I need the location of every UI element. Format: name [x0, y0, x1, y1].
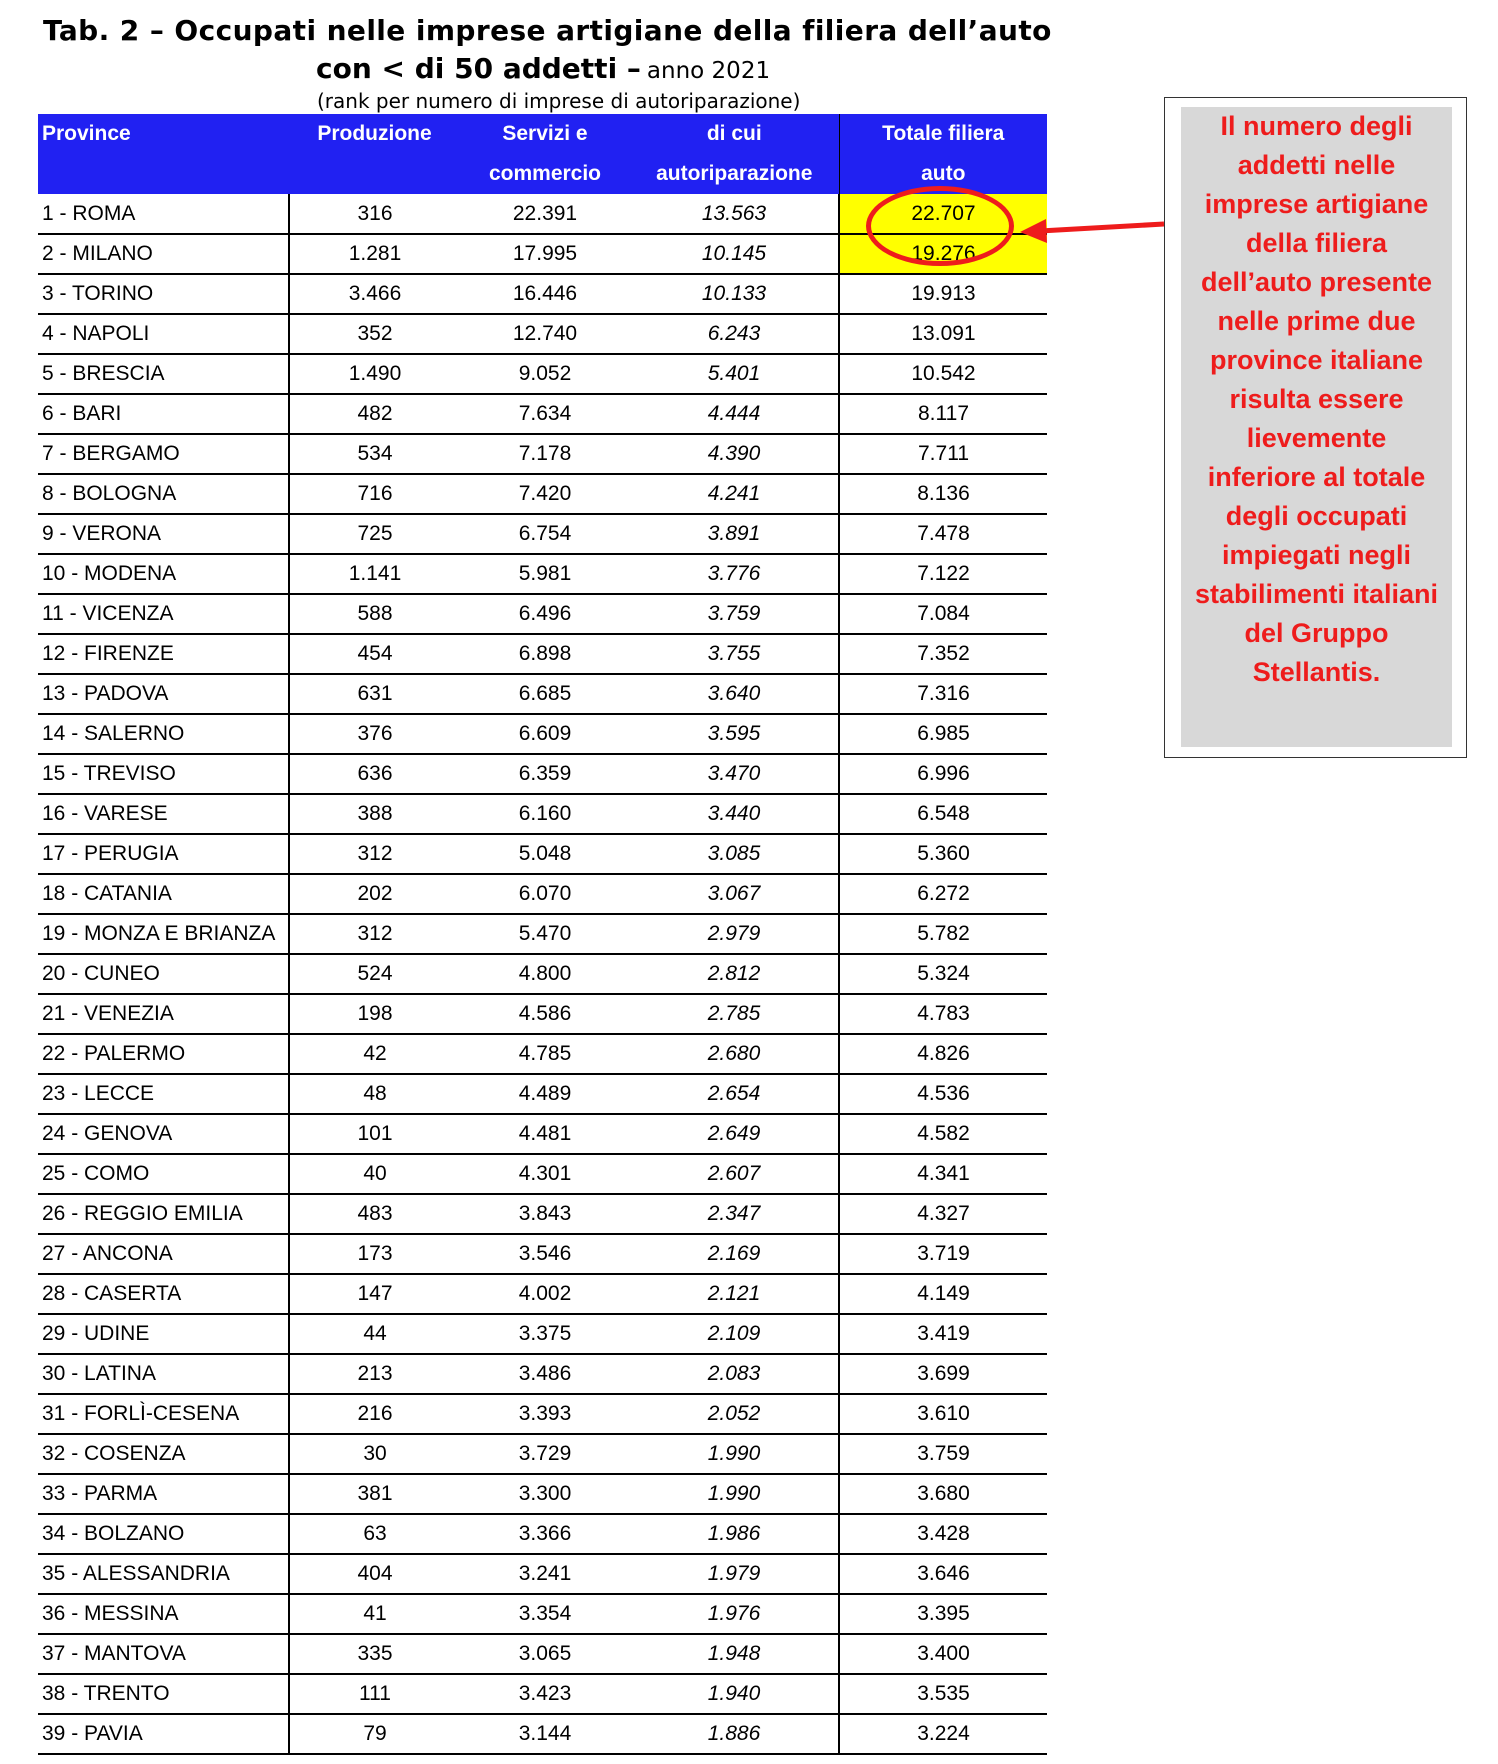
cell-autoriparazione: 13.563	[630, 194, 839, 234]
cell-province: 19 - MONZA E BRIANZA	[38, 914, 289, 954]
cell-province: 3 - TORINO	[38, 274, 289, 314]
cell-autoriparazione: 3.067	[630, 874, 839, 914]
cell-produzione: 352	[289, 314, 460, 354]
cell-totale: 19.276	[839, 234, 1047, 274]
cell-servizi: 5.981	[460, 554, 630, 594]
cell-totale: 7.711	[839, 434, 1047, 474]
cell-produzione: 40	[289, 1154, 460, 1194]
cell-province: 20 - CUNEO	[38, 954, 289, 994]
cell-province: 2 - MILANO	[38, 234, 289, 274]
cell-totale: 4.327	[839, 1194, 1047, 1234]
callout-background	[1181, 107, 1452, 747]
cell-produzione: 79	[289, 1714, 460, 1754]
cell-servizi: 6.609	[460, 714, 630, 754]
cell-servizi: 3.241	[460, 1554, 630, 1594]
cell-autoriparazione: 2.109	[630, 1314, 839, 1354]
cell-autoriparazione: 1.979	[630, 1554, 839, 1594]
cell-autoriparazione: 1.940	[630, 1674, 839, 1714]
cell-totale: 4.582	[839, 1114, 1047, 1154]
cell-servizi: 3.144	[460, 1714, 630, 1754]
cell-servizi: 3.486	[460, 1354, 630, 1394]
cell-totale: 8.136	[839, 474, 1047, 514]
cell-province: 14 - SALERNO	[38, 714, 289, 754]
cell-produzione: 483	[289, 1194, 460, 1234]
cell-province: 34 - BOLZANO	[38, 1514, 289, 1554]
cell-totale: 3.428	[839, 1514, 1047, 1554]
cell-totale: 7.084	[839, 594, 1047, 634]
cell-produzione: 388	[289, 794, 460, 834]
header-totale: Totale filiera auto	[839, 114, 1047, 194]
cell-produzione: 631	[289, 674, 460, 714]
cell-province: 27 - ANCONA	[38, 1234, 289, 1274]
cell-totale: 13.091	[839, 314, 1047, 354]
cell-autoriparazione: 2.169	[630, 1234, 839, 1274]
cell-totale: 3.646	[839, 1554, 1047, 1594]
cell-province: 13 - PADOVA	[38, 674, 289, 714]
cell-servizi: 3.423	[460, 1674, 630, 1714]
header-servizi: Servizi e commercio	[460, 114, 630, 194]
cell-servizi: 3.729	[460, 1434, 630, 1474]
cell-produzione: 41	[289, 1594, 460, 1634]
cell-totale: 7.352	[839, 634, 1047, 674]
cell-province: 37 - MANTOVA	[38, 1634, 289, 1674]
cell-province: 30 - LATINA	[38, 1354, 289, 1394]
cell-servizi: 22.391	[460, 194, 630, 234]
cell-servizi: 12.740	[460, 314, 630, 354]
cell-produzione: 30	[289, 1434, 460, 1474]
cell-autoriparazione: 1.990	[630, 1434, 839, 1474]
cell-province: 38 - TRENTO	[38, 1674, 289, 1714]
cell-servizi: 6.070	[460, 874, 630, 914]
cell-totale: 4.826	[839, 1034, 1047, 1074]
cell-province: 16 - VARESE	[38, 794, 289, 834]
cell-autoriparazione: 2.979	[630, 914, 839, 954]
cell-autoriparazione: 2.654	[630, 1074, 839, 1114]
cell-totale: 3.419	[839, 1314, 1047, 1354]
cell-totale: 4.783	[839, 994, 1047, 1034]
cell-produzione: 335	[289, 1634, 460, 1674]
cell-province: 23 - LECCE	[38, 1074, 289, 1114]
cell-totale: 3.395	[839, 1594, 1047, 1634]
cell-province: 26 - REGGIO EMILIA	[38, 1194, 289, 1234]
title-line2-text: con < di 50 addetti –	[316, 52, 641, 85]
cell-produzione: 725	[289, 514, 460, 554]
cell-servizi: 3.393	[460, 1394, 630, 1434]
cell-totale: 5.324	[839, 954, 1047, 994]
cell-servizi: 3.375	[460, 1314, 630, 1354]
cell-produzione: 482	[289, 394, 460, 434]
cell-servizi: 4.586	[460, 994, 630, 1034]
cell-servizi: 3.366	[460, 1514, 630, 1554]
cell-produzione: 48	[289, 1074, 460, 1114]
table-subtitle: (rank per numero di imprese di autoriparazione)	[317, 89, 801, 113]
cell-produzione: 3.466	[289, 274, 460, 314]
cell-totale: 7.122	[839, 554, 1047, 594]
cell-servizi: 7.634	[460, 394, 630, 434]
cell-produzione: 376	[289, 714, 460, 754]
cell-totale: 3.535	[839, 1674, 1047, 1714]
cell-totale: 6.548	[839, 794, 1047, 834]
cell-servizi: 3.843	[460, 1194, 630, 1234]
cell-produzione: 312	[289, 914, 460, 954]
cell-servizi: 4.481	[460, 1114, 630, 1154]
cell-servizi: 4.800	[460, 954, 630, 994]
cell-autoriparazione: 2.607	[630, 1154, 839, 1194]
cell-province: 7 - BERGAMO	[38, 434, 289, 474]
cell-autoriparazione: 2.083	[630, 1354, 839, 1394]
cell-totale: 10.542	[839, 354, 1047, 394]
cell-autoriparazione: 2.649	[630, 1114, 839, 1154]
cell-produzione: 1.281	[289, 234, 460, 274]
cell-autoriparazione: 2.785	[630, 994, 839, 1034]
cell-province: 36 - MESSINA	[38, 1594, 289, 1634]
cell-produzione: 316	[289, 194, 460, 234]
cell-produzione: 44	[289, 1314, 460, 1354]
cell-totale: 3.759	[839, 1434, 1047, 1474]
cell-servizi: 16.446	[460, 274, 630, 314]
cell-produzione: 1.141	[289, 554, 460, 594]
cell-autoriparazione: 3.595	[630, 714, 839, 754]
cell-province: 8 - BOLOGNA	[38, 474, 289, 514]
cell-totale: 6.996	[839, 754, 1047, 794]
cell-totale: 4.149	[839, 1274, 1047, 1314]
cell-servizi: 9.052	[460, 354, 630, 394]
cell-autoriparazione: 3.085	[630, 834, 839, 874]
cell-produzione: 588	[289, 594, 460, 634]
cell-totale: 3.610	[839, 1394, 1047, 1434]
cell-province: 39 - PAVIA	[38, 1714, 289, 1754]
cell-autoriparazione: 2.680	[630, 1034, 839, 1074]
cell-servizi: 5.470	[460, 914, 630, 954]
cell-province: 33 - PARMA	[38, 1474, 289, 1514]
cell-autoriparazione: 6.243	[630, 314, 839, 354]
cell-servizi: 7.178	[460, 434, 630, 474]
cell-province: 17 - PERUGIA	[38, 834, 289, 874]
callout-box	[1164, 97, 1467, 758]
cell-servizi: 6.359	[460, 754, 630, 794]
cell-autoriparazione: 4.390	[630, 434, 839, 474]
cell-province: 1 - ROMA	[38, 194, 289, 234]
cell-produzione: 101	[289, 1114, 460, 1154]
cell-autoriparazione: 3.776	[630, 554, 839, 594]
cell-totale: 3.224	[839, 1714, 1047, 1754]
cell-autoriparazione: 10.133	[630, 274, 839, 314]
cell-totale: 4.341	[839, 1154, 1047, 1194]
cell-servizi: 17.995	[460, 234, 630, 274]
cell-produzione: 381	[289, 1474, 460, 1514]
cell-servizi: 4.489	[460, 1074, 630, 1114]
cell-totale: 3.719	[839, 1234, 1047, 1274]
cell-autoriparazione: 2.347	[630, 1194, 839, 1234]
cell-servizi: 3.300	[460, 1474, 630, 1514]
cell-servizi: 6.685	[460, 674, 630, 714]
cell-totale: 6.272	[839, 874, 1047, 914]
cell-province: 5 - BRESCIA	[38, 354, 289, 394]
cell-produzione: 216	[289, 1394, 460, 1434]
cell-province: 12 - FIRENZE	[38, 634, 289, 674]
cell-province: 9 - VERONA	[38, 514, 289, 554]
cell-servizi: 4.301	[460, 1154, 630, 1194]
cell-totale: 3.400	[839, 1634, 1047, 1674]
cell-autoriparazione: 1.948	[630, 1634, 839, 1674]
cell-produzione: 202	[289, 874, 460, 914]
cell-autoriparazione: 4.444	[630, 394, 839, 434]
cell-province: 10 - MODENA	[38, 554, 289, 594]
cell-province: 18 - CATANIA	[38, 874, 289, 914]
cell-province: 21 - VENEZIA	[38, 994, 289, 1034]
cell-servizi: 3.354	[460, 1594, 630, 1634]
cell-autoriparazione: 3.640	[630, 674, 839, 714]
cell-province: 31 - FORLÌ-CESENA	[38, 1394, 289, 1434]
cell-totale: 5.782	[839, 914, 1047, 954]
cell-autoriparazione: 2.052	[630, 1394, 839, 1434]
cell-produzione: 716	[289, 474, 460, 514]
cell-produzione: 173	[289, 1234, 460, 1274]
cell-totale: 19.913	[839, 274, 1047, 314]
cell-autoriparazione: 3.440	[630, 794, 839, 834]
cell-autoriparazione: 10.145	[630, 234, 839, 274]
cell-totale: 3.699	[839, 1354, 1047, 1394]
cell-autoriparazione: 3.470	[630, 754, 839, 794]
cell-province: 32 - COSENZA	[38, 1434, 289, 1474]
cell-produzione: 312	[289, 834, 460, 874]
cell-autoriparazione: 1.986	[630, 1514, 839, 1554]
cell-autoriparazione: 1.976	[630, 1594, 839, 1634]
cell-totale: 4.536	[839, 1074, 1047, 1114]
cell-autoriparazione: 1.886	[630, 1714, 839, 1754]
cell-servizi: 4.785	[460, 1034, 630, 1074]
cell-province: 6 - BARI	[38, 394, 289, 434]
cell-totale: 6.985	[839, 714, 1047, 754]
cell-totale: 7.316	[839, 674, 1047, 714]
cell-autoriparazione: 4.241	[630, 474, 839, 514]
cell-totale: 5.360	[839, 834, 1047, 874]
cell-servizi: 7.420	[460, 474, 630, 514]
cell-produzione: 63	[289, 1514, 460, 1554]
cell-province: 11 - VICENZA	[38, 594, 289, 634]
cell-servizi: 3.546	[460, 1234, 630, 1274]
cell-autoriparazione: 3.759	[630, 594, 839, 634]
cell-province: 22 - PALERMO	[38, 1034, 289, 1074]
cell-province: 28 - CASERTA	[38, 1274, 289, 1314]
cell-servizi: 4.002	[460, 1274, 630, 1314]
cell-produzione: 147	[289, 1274, 460, 1314]
cell-produzione: 534	[289, 434, 460, 474]
cell-servizi: 5.048	[460, 834, 630, 874]
title-year: anno 2021	[646, 58, 771, 84]
cell-totale: 7.478	[839, 514, 1047, 554]
cell-autoriparazione: 2.121	[630, 1274, 839, 1314]
cell-autoriparazione: 5.401	[630, 354, 839, 394]
header-province: Province	[38, 114, 289, 194]
cell-autoriparazione: 3.891	[630, 514, 839, 554]
header-di-cui: di cui autoriparazione	[630, 114, 839, 194]
cell-province: 35 - ALESSANDRIA	[38, 1554, 289, 1594]
cell-province: 4 - NAPOLI	[38, 314, 289, 354]
cell-autoriparazione: 2.812	[630, 954, 839, 994]
cell-produzione: 524	[289, 954, 460, 994]
cell-autoriparazione: 1.990	[630, 1474, 839, 1514]
cell-province: 24 - GENOVA	[38, 1114, 289, 1154]
cell-servizi: 6.496	[460, 594, 630, 634]
cell-produzione: 198	[289, 994, 460, 1034]
cell-servizi: 6.160	[460, 794, 630, 834]
cell-produzione: 404	[289, 1554, 460, 1594]
cell-totale: 3.680	[839, 1474, 1047, 1514]
table-title-line1: Tab. 2 – Occupati nelle imprese artigiane della filiera dell’auto	[43, 14, 1052, 47]
cell-servizi: 6.898	[460, 634, 630, 674]
cell-province: 29 - UDINE	[38, 1314, 289, 1354]
cell-produzione: 111	[289, 1674, 460, 1714]
cell-servizi: 6.754	[460, 514, 630, 554]
cell-produzione: 213	[289, 1354, 460, 1394]
cell-province: 15 - TREVISO	[38, 754, 289, 794]
cell-autoriparazione: 3.755	[630, 634, 839, 674]
cell-totale: 8.117	[839, 394, 1047, 434]
callout-text: Il numero degli addetti nelle imprese artigiane della filiera dell’auto presente nelle prime due province italiane risulta essere lievemente inferiore al totale degli occupati impiegati negli stabilimenti italiani del Gruppo Stellantis.	[1194, 111, 1439, 687]
cell-produzione: 454	[289, 634, 460, 674]
cell-servizi: 3.065	[460, 1634, 630, 1674]
header-produzione: Produzione	[289, 114, 460, 194]
cell-province: 25 - COMO	[38, 1154, 289, 1194]
cell-produzione: 1.490	[289, 354, 460, 394]
cell-produzione: 636	[289, 754, 460, 794]
cell-produzione: 42	[289, 1034, 460, 1074]
cell-totale: 22.707	[839, 194, 1047, 234]
